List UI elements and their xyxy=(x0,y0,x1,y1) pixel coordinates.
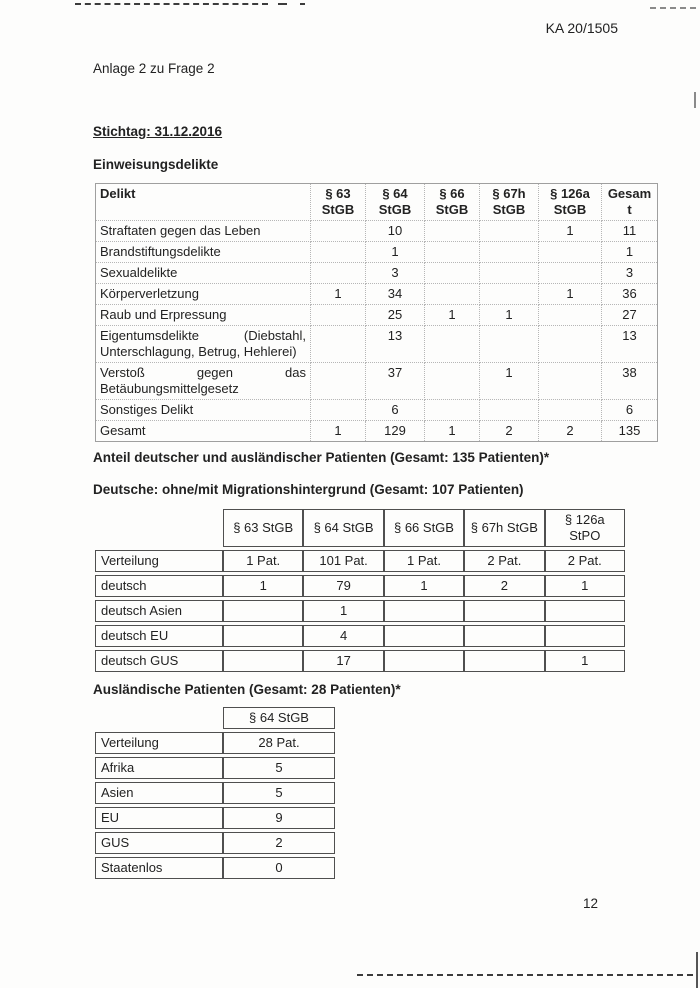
data-cell: 6 xyxy=(602,400,658,421)
data-cell: 2 xyxy=(539,421,602,442)
data-cell: Sexualdelikte xyxy=(96,263,311,284)
scan-artifact-top-right xyxy=(650,7,696,9)
data-cell: 5 xyxy=(223,782,335,804)
data-cell xyxy=(425,326,480,363)
data-cell: 2 xyxy=(464,575,544,597)
scan-artifact-top-dash-small xyxy=(278,3,287,5)
data-cell xyxy=(480,400,539,421)
data-cell: 13 xyxy=(366,326,425,363)
data-cell xyxy=(539,400,602,421)
data-cell xyxy=(425,363,480,400)
header-cell: § 67h StGB xyxy=(480,184,539,221)
auslaendische-patienten-table xyxy=(95,704,335,882)
data-cell xyxy=(384,650,464,672)
data-cell: Afrika xyxy=(95,757,223,779)
data-cell xyxy=(480,284,539,305)
header-cell: § 63 StGB xyxy=(311,184,366,221)
data-cell xyxy=(464,600,544,622)
data-cell xyxy=(539,326,602,363)
data-cell xyxy=(384,600,464,622)
data-cell: 1 xyxy=(539,284,602,305)
data-cell: 1 Pat. xyxy=(223,550,303,572)
data-cell xyxy=(480,326,539,363)
data-cell: 1 xyxy=(311,284,366,305)
data-cell: Straftaten gegen das Leben xyxy=(96,221,311,242)
data-cell xyxy=(311,305,366,326)
table-header-row xyxy=(95,707,335,729)
data-cell xyxy=(480,221,539,242)
data-cell: 0 xyxy=(223,857,335,879)
data-cell: 1 xyxy=(384,575,464,597)
data-cell: 79 xyxy=(303,575,383,597)
header-cell: § 66 StGB xyxy=(425,184,480,221)
data-cell: 129 xyxy=(366,421,425,442)
data-cell: Gesamt xyxy=(96,421,311,442)
table-row xyxy=(95,807,335,829)
data-cell: 38 xyxy=(602,363,658,400)
data-cell xyxy=(425,284,480,305)
data-cell: 11 xyxy=(602,221,658,242)
share-note: Anteil deutscher und ausländischer Patienten (Gesamt: 135 Patienten)* xyxy=(93,450,550,465)
data-cell: 2 xyxy=(480,421,539,442)
table-row xyxy=(95,782,335,804)
data-cell: 2 Pat. xyxy=(545,550,625,572)
data-cell: Eigentumsdelikte (Diebstahl, Unterschlagung, Betrug, Hehlerei) xyxy=(96,326,311,363)
data-cell: 1 xyxy=(311,421,366,442)
data-cell: 1 xyxy=(545,575,625,597)
scan-artifact-bottom-dashes xyxy=(357,974,693,976)
table-row xyxy=(95,625,625,647)
data-cell xyxy=(539,242,602,263)
data-cell: 1 xyxy=(480,305,539,326)
scan-artifact-bottom-right xyxy=(696,952,698,988)
table-header-row xyxy=(95,509,625,547)
doc-reference: KA 20/1505 xyxy=(545,20,618,36)
data-cell: Körperverletzung xyxy=(96,284,311,305)
data-cell: 13 xyxy=(602,326,658,363)
data-cell xyxy=(464,625,544,647)
data-cell: 1 Pat. xyxy=(384,550,464,572)
data-cell: 1 xyxy=(425,305,480,326)
header-cell: § 63 StGB xyxy=(223,509,303,547)
data-cell: Verteilung xyxy=(95,550,223,572)
section-title: Einweisungsdelikte xyxy=(93,157,219,172)
data-cell xyxy=(480,263,539,284)
data-cell xyxy=(311,242,366,263)
data-cell: 37 xyxy=(366,363,425,400)
data-cell: 3 xyxy=(602,263,658,284)
data-cell xyxy=(311,400,366,421)
table-row xyxy=(96,284,658,305)
data-cell: GUS xyxy=(95,832,223,854)
data-cell: 1 xyxy=(602,242,658,263)
data-cell xyxy=(223,600,303,622)
data-cell xyxy=(464,650,544,672)
data-cell xyxy=(311,363,366,400)
data-cell: 135 xyxy=(602,421,658,442)
data-cell: 1 xyxy=(223,575,303,597)
data-cell: Asien xyxy=(95,782,223,804)
scan-artifact-top-dashes xyxy=(75,3,268,5)
data-cell xyxy=(425,221,480,242)
scan-artifact-right-tick xyxy=(694,92,696,108)
scan-artifact-top-dash-small2 xyxy=(300,3,305,5)
data-cell: 1 xyxy=(366,242,425,263)
data-cell xyxy=(311,326,366,363)
data-cell: 101 Pat. xyxy=(303,550,383,572)
header-cell: § 64 StGB xyxy=(223,707,335,729)
data-cell xyxy=(545,600,625,622)
data-cell: 9 xyxy=(223,807,335,829)
data-cell: deutsch Asien xyxy=(95,600,223,622)
deutsche-patienten-table xyxy=(95,506,625,675)
data-cell: Sonstiges Delikt xyxy=(96,400,311,421)
header-cell xyxy=(95,509,223,547)
data-cell: deutsch xyxy=(95,575,223,597)
header-cell: § 64 StGB xyxy=(366,184,425,221)
data-cell xyxy=(223,625,303,647)
data-cell: 3 xyxy=(366,263,425,284)
data-cell xyxy=(539,363,602,400)
table-row xyxy=(96,363,658,400)
data-cell xyxy=(311,221,366,242)
data-cell: 6 xyxy=(366,400,425,421)
header-cell: § 66 StGB xyxy=(384,509,464,547)
data-cell: 27 xyxy=(602,305,658,326)
data-cell: Staatenlos xyxy=(95,857,223,879)
data-cell xyxy=(539,305,602,326)
data-cell xyxy=(425,242,480,263)
data-cell xyxy=(311,263,366,284)
data-cell xyxy=(480,242,539,263)
page-number: 12 xyxy=(583,896,599,911)
header-cell: Delikt xyxy=(96,184,311,221)
table-row xyxy=(95,575,625,597)
data-cell: 5 xyxy=(223,757,335,779)
table-row xyxy=(95,857,335,879)
table-row xyxy=(95,550,625,572)
data-cell: 34 xyxy=(366,284,425,305)
table-row xyxy=(95,650,625,672)
table-row xyxy=(96,221,658,242)
data-cell: Verstoß gegen das Betäubungsmittelgesetz xyxy=(96,363,311,400)
data-cell: EU xyxy=(95,807,223,829)
data-cell xyxy=(545,625,625,647)
data-cell: Verteilung xyxy=(95,732,223,754)
data-cell xyxy=(425,263,480,284)
data-cell: 1 xyxy=(539,221,602,242)
data-cell: deutsch EU xyxy=(95,625,223,647)
data-cell: 28 Pat. xyxy=(223,732,335,754)
table-row xyxy=(96,263,658,284)
data-cell: 25 xyxy=(366,305,425,326)
data-cell: 1 xyxy=(545,650,625,672)
date-heading: Stichtag: 31.12.2016 xyxy=(93,124,223,139)
header-cell: § 126a StPO xyxy=(545,509,625,547)
table-row xyxy=(95,732,335,754)
table-row xyxy=(96,400,658,421)
data-cell: deutsch GUS xyxy=(95,650,223,672)
data-cell: 1 xyxy=(303,600,383,622)
header-cell xyxy=(95,707,223,729)
data-cell: Raub und Erpressung xyxy=(96,305,311,326)
table-row xyxy=(96,326,658,363)
table-row xyxy=(96,305,658,326)
data-cell: 10 xyxy=(366,221,425,242)
data-cell: 4 xyxy=(303,625,383,647)
data-cell: 17 xyxy=(303,650,383,672)
table-header-row xyxy=(96,184,658,221)
table-row xyxy=(95,600,625,622)
header-cell: § 64 StGB xyxy=(303,509,383,547)
data-cell: 1 xyxy=(480,363,539,400)
annex-label: Anlage 2 zu Frage 2 xyxy=(93,61,215,76)
data-cell: 2 Pat. xyxy=(464,550,544,572)
header-cell: Gesamt xyxy=(602,184,658,221)
data-cell: 2 xyxy=(223,832,335,854)
data-cell xyxy=(384,625,464,647)
einweisungsdelikte-table xyxy=(95,183,658,442)
data-cell xyxy=(539,263,602,284)
foreign-note: Ausländische Patienten (Gesamt: 28 Patienten)* xyxy=(93,682,401,697)
header-cell: § 126a StGB xyxy=(539,184,602,221)
data-cell: 36 xyxy=(602,284,658,305)
data-cell xyxy=(223,650,303,672)
table-row xyxy=(95,832,335,854)
data-cell xyxy=(425,400,480,421)
german-note: Deutsche: ohne/mit Migrationshintergrund (Gesamt: 107 Patienten) xyxy=(93,482,524,497)
header-cell: § 67h StGB xyxy=(464,509,544,547)
table-row xyxy=(96,421,658,442)
data-cell: Brandstiftungsdelikte xyxy=(96,242,311,263)
table-row xyxy=(96,242,658,263)
data-cell: 1 xyxy=(425,421,480,442)
table-row xyxy=(95,757,335,779)
